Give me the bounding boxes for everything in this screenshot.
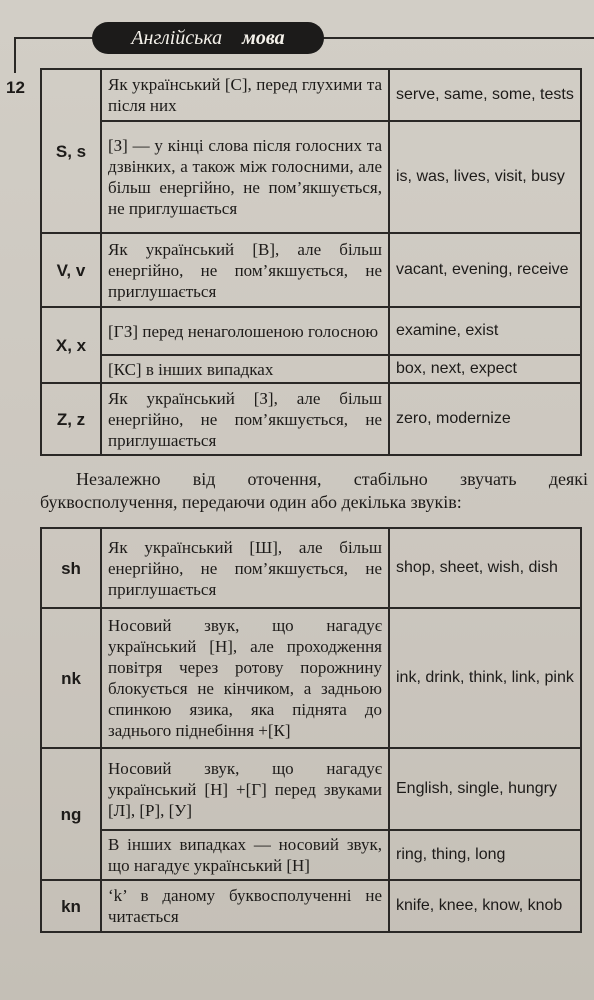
table-row	[41, 355, 581, 383]
letter-combinations-table	[40, 527, 582, 933]
description-cell: Як український [С], перед глухими та після них	[101, 69, 389, 121]
description-cell: Як український [Ш], але більш енергійно, не пом’якшується, не приглушається	[101, 528, 389, 608]
table-row	[41, 748, 581, 830]
examples-cell: knife, knee, know, knob	[389, 880, 581, 932]
description-cell: Як український [З], але більш енергійно, не пом’якшується, не приглушається	[101, 383, 389, 455]
letter-cell: ng	[41, 748, 101, 880]
letter-cell: V, v	[41, 233, 101, 307]
examples-cell: ink, drink, think, link, pink	[389, 608, 581, 748]
table-row	[41, 880, 581, 932]
examples-cell: ring, thing, long	[389, 830, 581, 880]
description-cell: Як український [В], але більш енергійно, не пом’якшується, не приглушається	[101, 233, 389, 307]
letter-cell: kn	[41, 880, 101, 932]
letter-cell: X, x	[41, 307, 101, 383]
intro-paragraph: Незалежно від оточення, стабільно звучать деякі буквосполучення, передаючи один або декілька звуків:	[40, 469, 588, 512]
page-number: 12	[6, 78, 25, 97]
letter-cell: nk	[41, 608, 101, 748]
letter-cell: S, s	[41, 69, 101, 233]
description-cell: Носовий звук, що нагадує український [Н], але проходження повітря через ротову порожнину блокується не кінчиком, а задньою спинкою язика, яка піднята до заднього піднебіння +[К]	[101, 608, 389, 748]
table-row	[41, 830, 581, 880]
examples-cell: English, single, hungry	[389, 748, 581, 830]
header-title	[92, 22, 324, 54]
table-row	[41, 233, 581, 307]
examples-cell: box, next, expect	[389, 355, 581, 383]
examples-cell: serve, same, some, tests	[389, 69, 581, 121]
description-cell: В інших випадках — носовий звук, що нагадує український [Н]	[101, 830, 389, 880]
letter-cell: sh	[41, 528, 101, 608]
table-row	[41, 608, 581, 748]
letter-cell: Z, z	[41, 383, 101, 455]
description-cell: [З] — у кінці слова після голосних та дзвінких, а також між голосними, але більш енергійно, не пом’якшується, не приглушається	[101, 121, 389, 233]
description-cell: Носовий звук, що нагадує український [Н] +[Г] перед звуками [Л], [Р], [У]	[101, 748, 389, 830]
examples-cell: is, was, lives, visit, busy	[389, 121, 581, 233]
letters-table	[40, 68, 582, 456]
examples-cell: zero, modernize	[389, 383, 581, 455]
description-cell: ‘k’ в даному буквосполученні не читається	[101, 880, 389, 932]
table-row	[41, 307, 581, 355]
examples-cell: examine, exist	[389, 307, 581, 355]
header-title-word1: Англійська	[131, 26, 223, 49]
table-row	[41, 121, 581, 233]
table-row	[41, 383, 581, 455]
description-cell: [ГЗ] перед ненаголошеною голосною	[101, 307, 389, 355]
table-row	[41, 528, 581, 608]
description-cell: [КС] в інших випадках	[101, 355, 389, 383]
table-row	[41, 69, 581, 121]
examples-cell: shop, sheet, wish, dish	[389, 528, 581, 608]
header-title-word2: мова	[242, 26, 285, 49]
examples-cell: vacant, evening, receive	[389, 233, 581, 307]
header-rule-corner	[14, 37, 16, 73]
